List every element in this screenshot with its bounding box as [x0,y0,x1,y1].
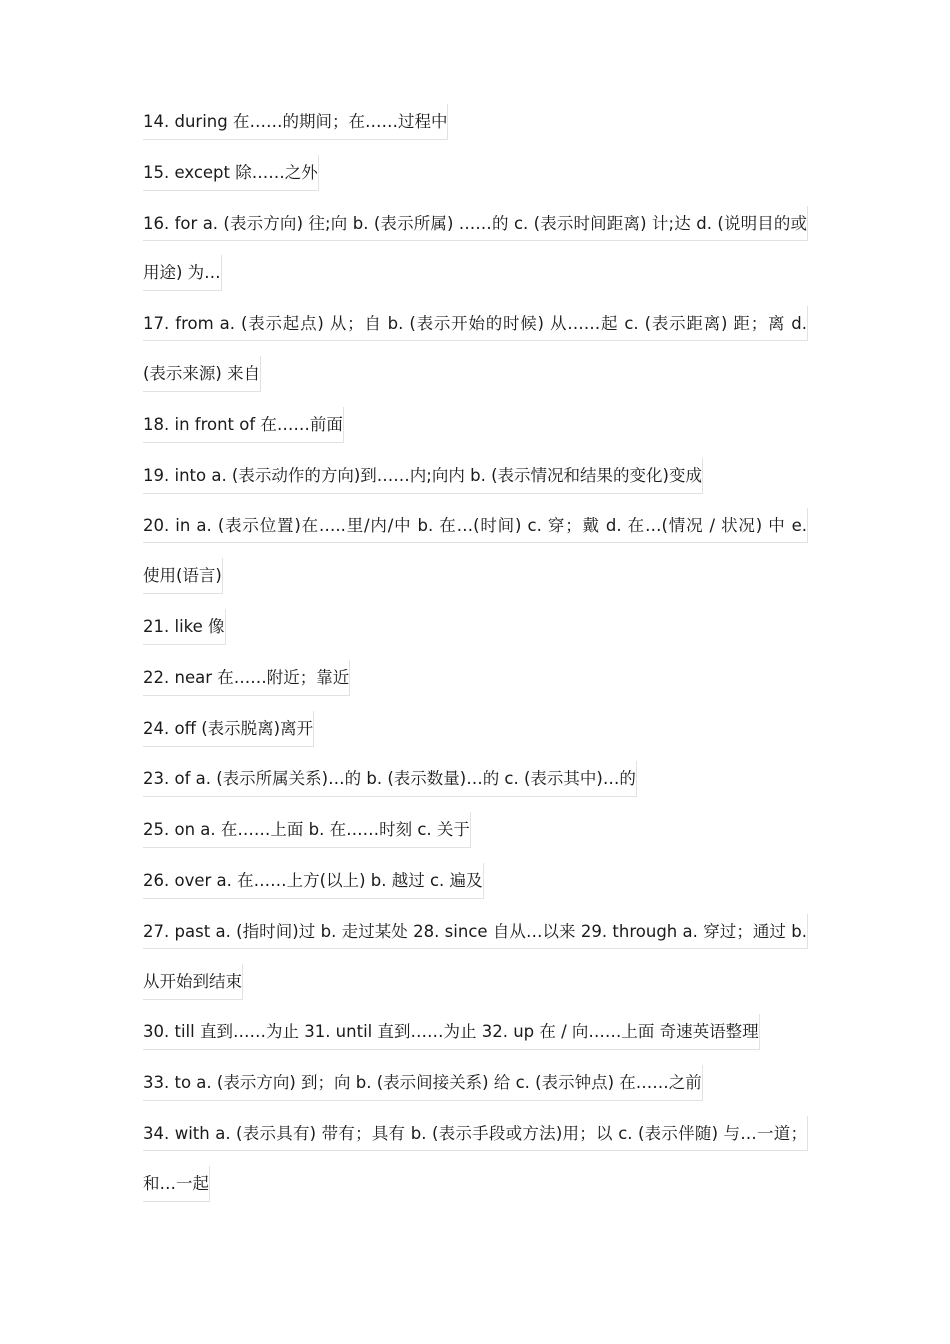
text-line: 和…一起 [143,1166,210,1202]
text-line: 24. off (表示脱离)离开 [143,711,314,747]
document-page [143,104,808,1217]
text-line: 15. except 除……之外 [143,155,319,191]
text-line: 14. during 在……的期间；在……过程中 [143,104,448,140]
text-line: 23. of a. (表示所属关系)…的 b. (表示数量)…的 c. (表示其中)…的 [143,761,637,797]
text-line: 从开始到结束 [143,964,243,1000]
text-line: 用途) 为… [143,255,222,291]
text-line: 18. in front of 在……前面 [143,407,344,443]
text-line: 17. from a. (表示起点) 从；自 b. (表示开始的时候) 从……起 c. (表示距离) 距；离 d. [143,306,808,341]
text-line: 25. on a. 在……上面 b. 在……时刻 c. 关于 [143,812,471,848]
text-line: 26. over a. 在……上方(以上) b. 越过 c. 遍及 [143,863,484,899]
text-line: 27. past a. (指时间)过 b. 走过某处 28. since 自从…以来 29. through a. 穿过；通过 b. [143,914,808,949]
text-line: 33. to a. (表示方向) 到；向 b. (表示间接关系) 给 c. (表示钟点) 在……之前 [143,1065,703,1101]
text-line: 使用(语言) [143,558,223,594]
text-line: 16. for a. (表示方向) 往;向 b. (表示所属) ……的 c. (表示时间距离) 计;达 d. (说明目的或 [143,206,808,241]
text-line: 30. till 直到……为止 31. until 直到……为止 32. up 在 / 向……上面 奇速英语整理 [143,1014,760,1050]
text-line: 19. into a. (表示动作的方向)到……内;向内 b. (表示情况和结果的变化)变成 [143,458,703,494]
text-line: (表示来源) 来自 [143,356,261,392]
text-line: 34. with a. (表示具有) 带有；具有 b. (表示手段或方法)用；以 c. (表示伴随) 与…一道； [143,1116,808,1151]
text-line: 21. like 像 [143,609,226,645]
text-line: 20. in a. (表示位置)在…..里/内/中 b. 在…(时间) c. 穿；戴 d. 在…(情况 / 状况) 中 e. [143,508,808,543]
text-line: 22. near 在……附近；靠近 [143,660,350,696]
